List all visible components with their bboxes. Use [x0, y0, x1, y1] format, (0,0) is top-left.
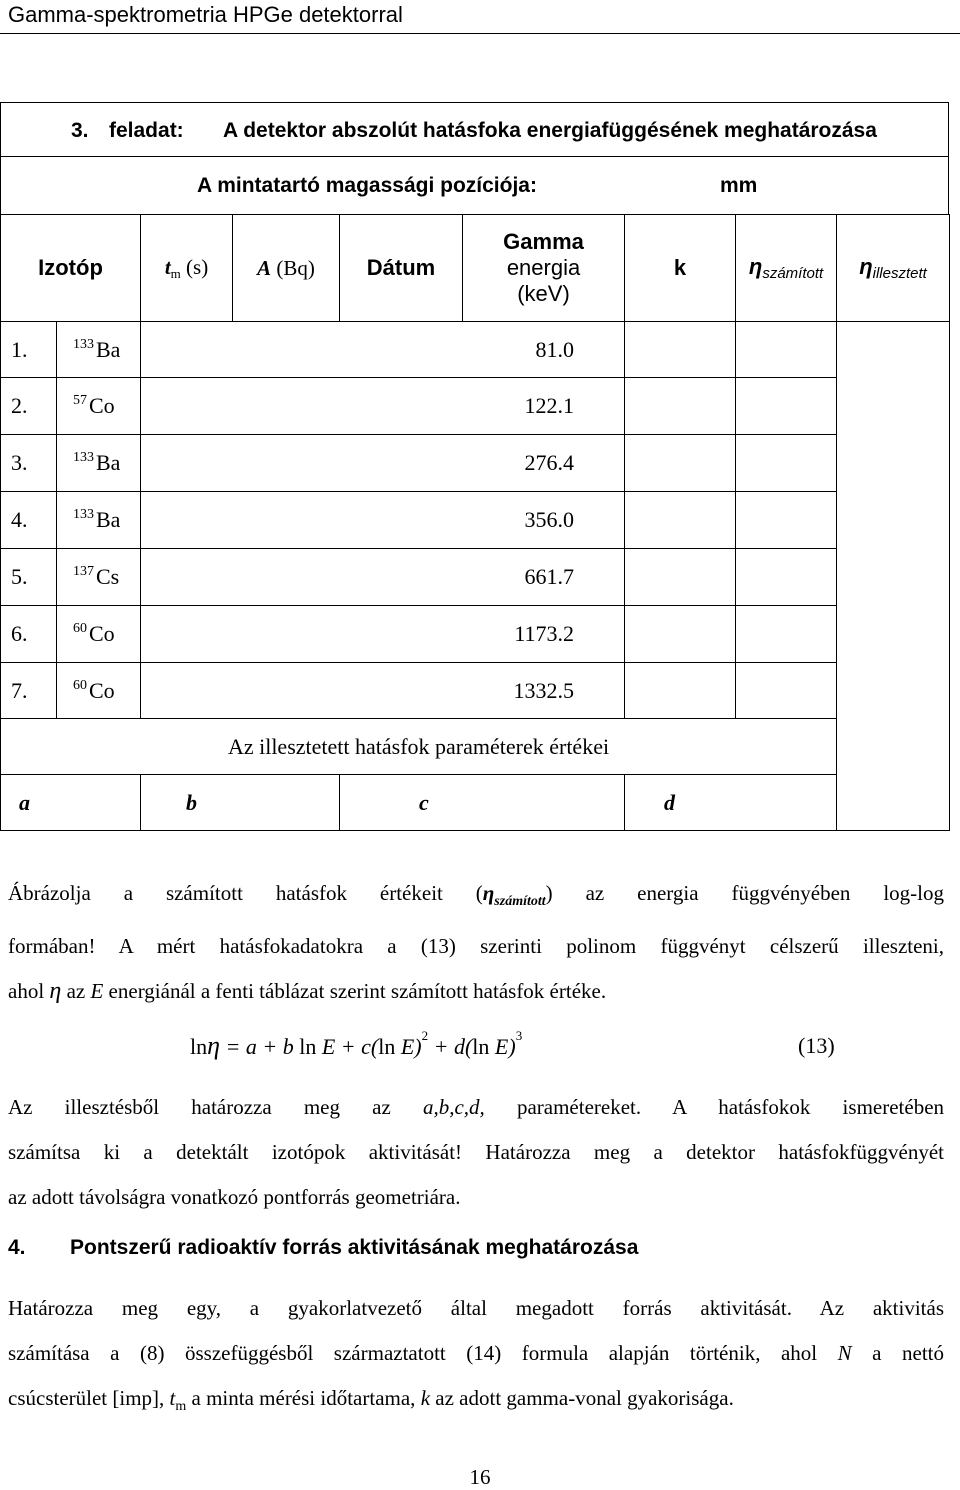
text-line: számítása a (8) összefüggésből származtatott (14) formula alapján történik, ahol N a nettó	[8, 1341, 944, 1365]
param-b: b	[141, 775, 340, 831]
col-date: Dátum	[340, 215, 463, 322]
equation-number: (13)	[798, 1033, 835, 1058]
text-line: csúcsterület [imp], $t_m$ a minta mérési időtartama, k az adott gamma-vonal gyakorisága.	[8, 1386, 734, 1415]
params-row	[1, 775, 950, 831]
row-energy: 81.0	[141, 322, 625, 378]
row-index: 3.	[1, 435, 57, 492]
section-title: Pontszerű radioaktív forrás aktivitásának meghatározása	[70, 1236, 639, 1259]
row-k-cell	[625, 435, 736, 492]
section4-heading	[8, 1236, 639, 1260]
row-index: 4.	[1, 492, 57, 549]
row-energy: 661.7	[141, 549, 625, 606]
row-energy: 276.4	[141, 435, 625, 492]
row-index: 7.	[1, 663, 57, 719]
row-k-cell	[625, 378, 736, 435]
row-energy: 122.1	[141, 378, 625, 435]
col-isotope: Izotóp	[1, 215, 141, 322]
row-isotope: $^{57}$Co	[57, 378, 141, 435]
param-d: d	[625, 775, 837, 831]
page-number: 16	[469, 1465, 491, 1489]
row-eta-calc-cell	[736, 549, 837, 606]
text-line: ahol η az E energiánál a fenti táblázat szerint számított hatásfok értéke.	[8, 978, 607, 1004]
text-line: Ábrázolja a számított hatásfok értékeit $(\eta_{számított})$ az energia függvényében log-log	[8, 881, 944, 909]
table-row	[1, 492, 950, 549]
row-energy: 356.0	[141, 492, 625, 549]
task-label: feladat:	[109, 119, 184, 142]
task-title: A detektor abszolút hatásfoka energiafüggésének meghatározása	[223, 119, 877, 142]
row-k-cell	[625, 663, 736, 719]
row-energy: 1332.5	[141, 663, 625, 719]
row-index: 5.	[1, 549, 57, 606]
eta-fitted-cell	[837, 322, 950, 831]
paragraph-activity	[8, 1286, 944, 1429]
row-index: 2.	[1, 378, 57, 435]
text-line: Határozza meg egy, a gyakorlatvezető által megadott forrás aktivitását. Az aktivitás	[8, 1296, 944, 1320]
table-row	[1, 663, 950, 719]
row-k-cell	[625, 549, 736, 606]
row-eta-calc-cell	[736, 435, 837, 492]
row-eta-calc-cell	[736, 378, 837, 435]
row-isotope: $^{133}$Ba	[57, 492, 141, 549]
param-a: a	[1, 775, 141, 831]
running-title: Gamma-spektrometria HPGe detektorral	[8, 2, 403, 27]
task-number: 3.	[71, 119, 89, 142]
row-k-cell	[625, 606, 736, 663]
row-isotope: $^{133}$Ba	[57, 435, 141, 492]
row-eta-calc-cell	[736, 663, 837, 719]
row-isotope: $^{60}$Co	[57, 606, 141, 663]
table-row	[1, 378, 950, 435]
row-energy: 1173.2	[141, 606, 625, 663]
row-index: 6.	[1, 606, 57, 663]
row-isotope: $^{137}$Cs	[57, 549, 141, 606]
row-eta-calc-cell	[736, 606, 837, 663]
header-rule	[0, 33, 960, 34]
param-c: c	[340, 775, 625, 831]
table-row	[1, 435, 950, 492]
paragraph-plot-instructions	[8, 871, 944, 1014]
fit-formula: lnη = a + b ln E + c(ln E)$^2$ + d(ln E)$^3$	[190, 1028, 523, 1060]
position-label: A mintatartó magassági pozíciója:	[197, 174, 537, 197]
row-isotope: $^{133}$Ba	[57, 322, 141, 378]
position-unit: mm	[720, 174, 758, 197]
params-title: Az illesztetett hatásfok paraméterek értékei	[1, 719, 837, 775]
row-eta-calc-cell	[736, 492, 837, 549]
task3-title-bar	[0, 102, 949, 157]
text-line: számítsa ki a detektált izotópok aktivitását! Határozza meg a detektor hatásfokfüggvényét	[8, 1140, 944, 1164]
row-isotope: $^{60}$Co	[57, 663, 141, 719]
table-header-row	[1, 215, 950, 322]
text-line: az adott távolságra vonatkozó pontforrás geometriára.	[8, 1185, 461, 1209]
col-eta-fitted: ηillesztett	[837, 215, 950, 322]
text-line: Az illesztésből határozza meg az a,b,c,d, paramétereket. A hatásfokok ismeretében	[8, 1095, 945, 1119]
row-k-cell	[625, 322, 736, 378]
col-gamma-energy: Gamma energia (keV)	[463, 215, 625, 322]
params-title-row	[1, 719, 950, 775]
section-number: 4.	[8, 1236, 26, 1259]
sample-position-row	[0, 157, 949, 215]
col-tm: $t_m$ (s)	[141, 215, 233, 322]
table-row	[1, 606, 950, 663]
text-line: formában! A mért hatásfokadatokra a (13) szerinti polinom függvényt célszerű illeszteni,	[8, 934, 944, 958]
table-row	[1, 322, 950, 378]
col-activity: A (Bq)	[233, 215, 340, 322]
row-eta-calc-cell	[736, 322, 837, 378]
col-eta-calculated: ηszámított	[736, 215, 837, 322]
table-row	[1, 549, 950, 606]
paragraph-fit-instructions	[8, 1085, 944, 1220]
row-k-cell	[625, 492, 736, 549]
efficiency-table	[0, 214, 950, 831]
row-index: 1.	[1, 322, 57, 378]
col-k: k	[625, 215, 736, 322]
